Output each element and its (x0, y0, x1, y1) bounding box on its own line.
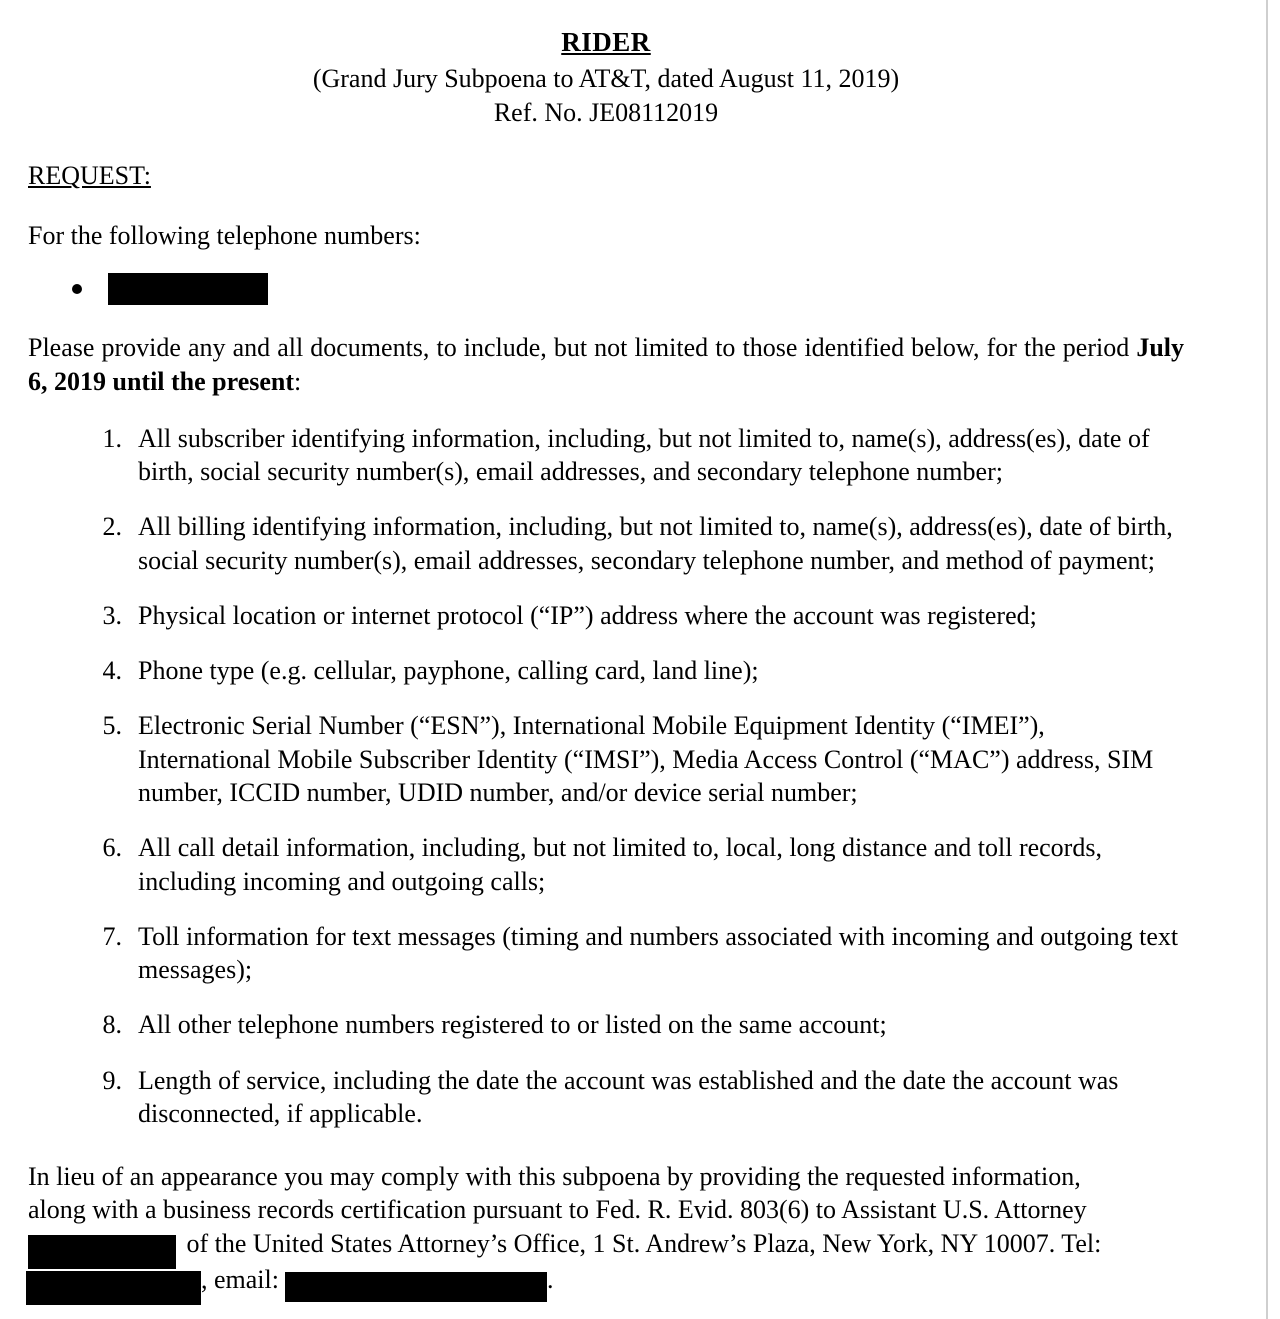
redacted-attorney-name (28, 1235, 176, 1269)
request-item: All billing identifying information, including, but not limited to, name(s), address(es), date of birth, social security number(s), email addresses, secondary telephone number, and method of payment; (138, 512, 1173, 575)
telephone-numbers-lead-text: For the following telephone numbers: (28, 221, 421, 251)
instruction-paragraph (28, 331, 1184, 398)
page-title: RIDER (561, 27, 651, 57)
closing-paragraph (28, 1160, 1184, 1299)
closing-line-4-middle: , email: (201, 1264, 279, 1294)
closing-line-3-text: of the United States Attorney’s Office, 1 St. Andrew’s Plaza, New York, NY 10007. Tel: (180, 1228, 1102, 1258)
bullet-dot-icon (72, 284, 82, 294)
closing-line-3 (28, 1227, 1184, 1263)
redacted-telephone (26, 1271, 201, 1305)
redacted-phone-number (108, 273, 268, 305)
request-item: Physical location or internet protocol (“IP”) address where the account was registered; (138, 600, 1037, 630)
redacted-email (285, 1272, 547, 1302)
instruction-date-range: July 6, 2019 until the present (28, 333, 1184, 396)
instruction-suffix: : (294, 366, 302, 396)
document-subtitle: (Grand Jury Subpoena to AT&T, dated August 11, 2019) (312, 63, 900, 93)
request-section-heading: REQUEST: (28, 161, 151, 191)
closing-line-4 (28, 1263, 1184, 1299)
list-item (28, 273, 1184, 305)
closing-line-2: along with a business records certification pursuant to Fed. R. Evid. 803(6) to Assistant U.S. Attorney (28, 1195, 1087, 1225)
closing-line-4-end: . (546, 1264, 554, 1294)
request-section-heading-wrap (28, 129, 1184, 191)
request-item: Length of service, including the date the account was established and the date the account was disconnected, if applicable. (138, 1065, 1119, 1128)
request-item: Electronic Serial Number (“ESN”), International Mobile Equipment Identity (“IMEI”), International Mobile Subscriber Identity (“IMSI”), Media Access Control (“MAC”) address, SIM number, ICCID number, UDID number, and/or device serial number; (138, 711, 1154, 807)
title-block (28, 26, 1184, 129)
request-item: Toll information for text messages (timing and numbers associated with incoming and outgoing text messages); (138, 921, 1179, 985)
telephone-numbers-list (28, 273, 1184, 305)
page-edge-artifact (1266, 0, 1268, 1319)
request-item: All call detail information, including, but not limited to, local, long distance and toll records, including incoming and outgoing calls; (138, 833, 1102, 896)
instruction-prefix: Please provide any and all documents, to include, but not limited to those identified below, for the period (28, 333, 1137, 363)
request-item: Phone type (e.g. cellular, payphone, calling card, land line); (138, 656, 759, 686)
document-reference-number: Ref. No. JE08112019 (493, 97, 719, 127)
requests-list (28, 422, 1184, 1130)
request-item: All subscriber identifying information, including, but not limited to, name(s), address(es), date of birth, social security number(s), email addresses, and secondary telephone number; (138, 423, 1150, 487)
closing-line-1: In lieu of an appearance you may comply with this subpoena by providing the requested information, (28, 1162, 1081, 1192)
request-item: All other telephone numbers registered to or listed on the same account; (138, 1010, 887, 1040)
